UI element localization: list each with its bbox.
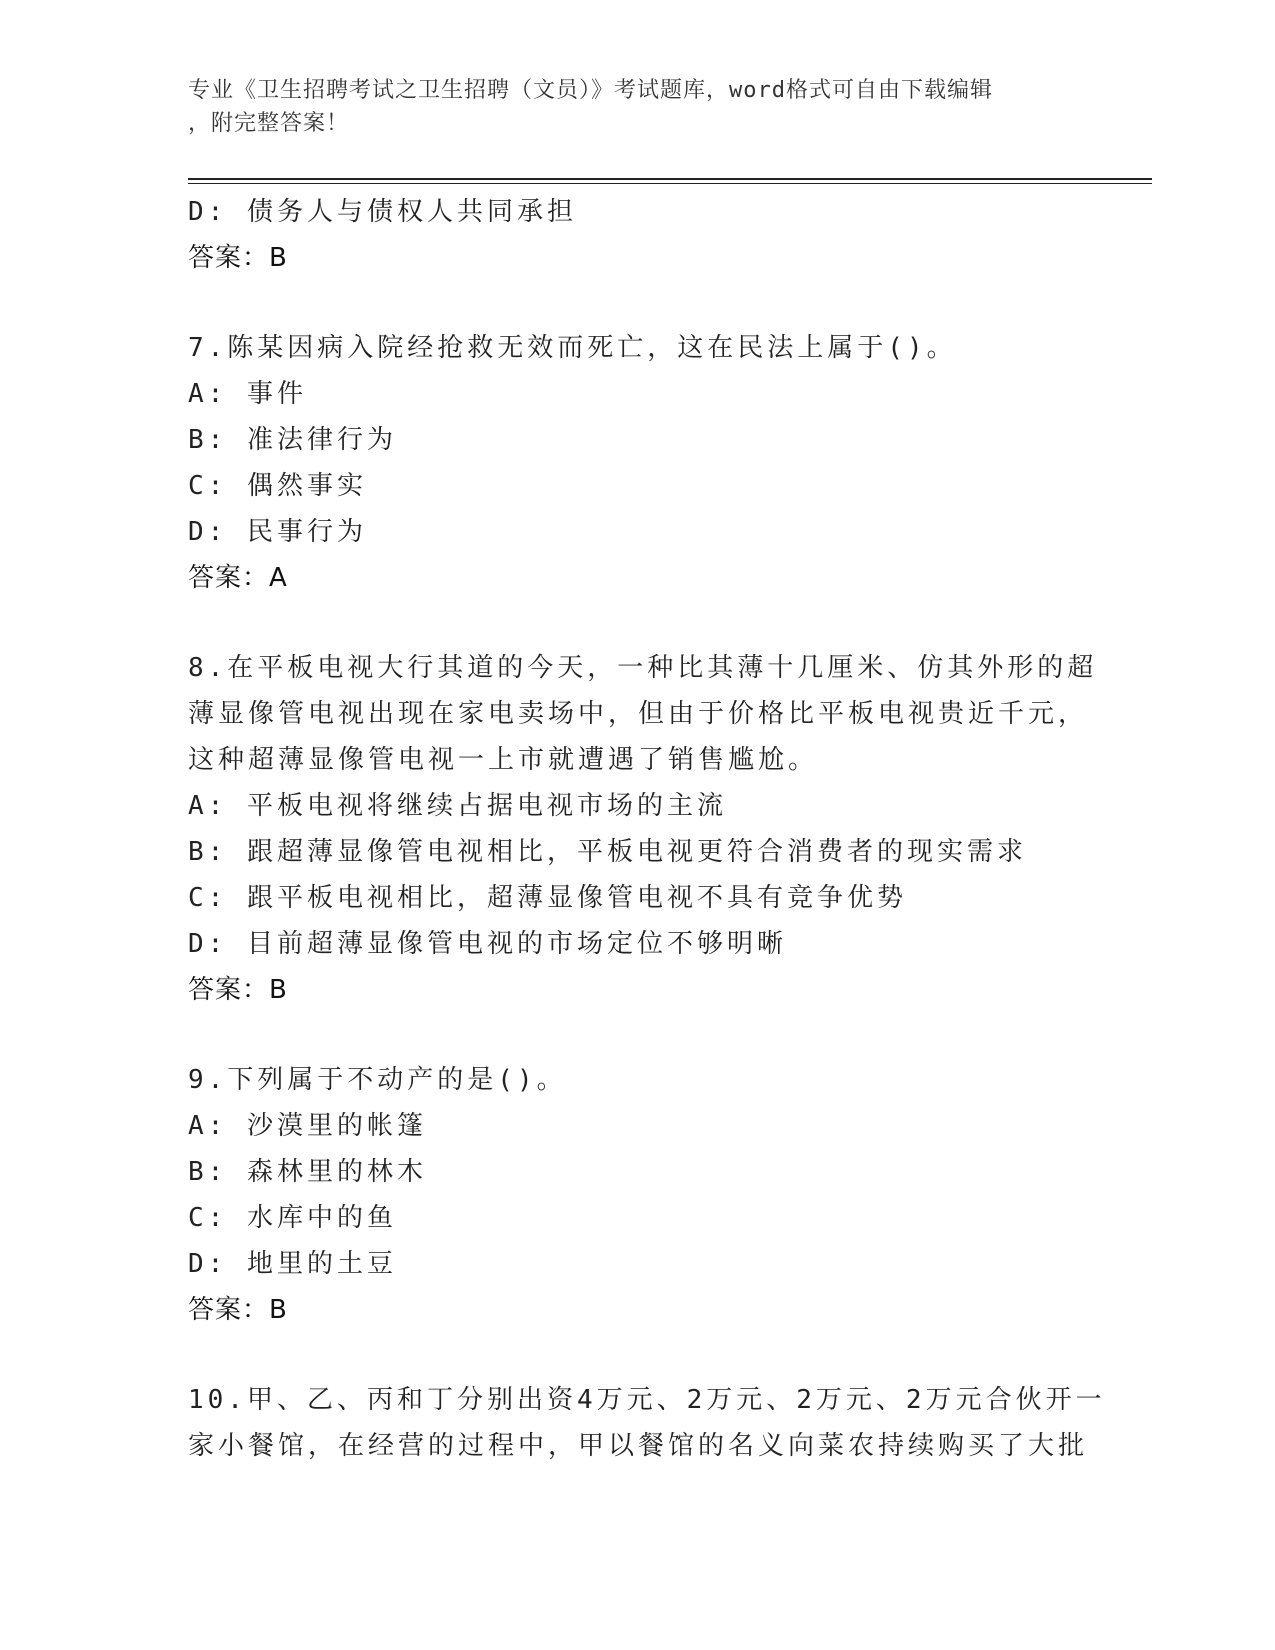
option-d: D: 债务人与债权人共同承担 (188, 197, 577, 227)
question-stem-line-1: 10.甲、乙、丙和丁分别出资4万元、2万元、2万元、2万元合伙开一 (188, 1385, 1106, 1415)
answer: 答案：B (188, 975, 288, 1005)
header-line-1: 专业《卫生招聘考试之卫生招聘（文员）》考试题库，word格式可自由下载编辑 (188, 78, 993, 103)
question-7 (188, 325, 1088, 601)
question-stem-line-2: 薄显像管电视出现在家电卖场中，但由于价格比平板电视贵近千元， (188, 699, 1089, 729)
option-d: D: 民事行为 (188, 517, 367, 547)
option-b: B: 跟超薄显像管电视相比，平板电视更符合消费者的现实需求 (188, 837, 1027, 867)
option-d: D: 目前超薄显像管电视的市场定位不够明晰 (188, 929, 787, 959)
option-a: A: 沙漠里的帐篷 (188, 1111, 427, 1141)
question-10 (188, 1377, 1106, 1469)
question-8 (188, 645, 1098, 1013)
option-a: A: 事件 (188, 379, 307, 409)
option-c: C: 水库中的鱼 (188, 1203, 397, 1233)
previous-question-tail (188, 189, 1088, 281)
document-body (188, 189, 1106, 1469)
header-rule-thick (188, 178, 1152, 180)
answer: 答案：B (188, 1295, 288, 1325)
question-stem-line-1: 8.在平板电视大行其道的今天，一种比其薄十几厘米、仿其外形的超 (188, 653, 1098, 683)
option-c: C: 跟平板电视相比，超薄显像管电视不具有竞争优势 (188, 883, 907, 913)
option-d: D: 地里的土豆 (188, 1249, 397, 1279)
option-c: C: 偶然事实 (188, 471, 367, 501)
question-stem: 7.陈某因病入院经抢救无效而死亡，这在民法上属于()。 (188, 333, 957, 363)
document-header (188, 74, 1088, 140)
question-stem-line-2: 家小餐馆，在经营的过程中，甲以餐馆的名义向菜农持续购买了大批 (188, 1431, 1089, 1461)
answer: 答案：B (188, 243, 288, 273)
answer: 答案：A (188, 563, 288, 593)
question-9 (188, 1057, 1088, 1333)
option-b: B: 森林里的林木 (188, 1157, 427, 1187)
option-b: B: 准法律行为 (188, 425, 397, 455)
header-line-2: ，附完整答案！ (188, 111, 350, 136)
question-stem-line-3: 这种超薄显像管电视一上市就遭遇了销售尴尬。 (188, 745, 819, 775)
header-rule-thin (188, 183, 1152, 184)
question-stem: 9.下列属于不动产的是()。 (188, 1065, 567, 1095)
option-a: A: 平板电视将继续占据电视市场的主流 (188, 791, 727, 821)
